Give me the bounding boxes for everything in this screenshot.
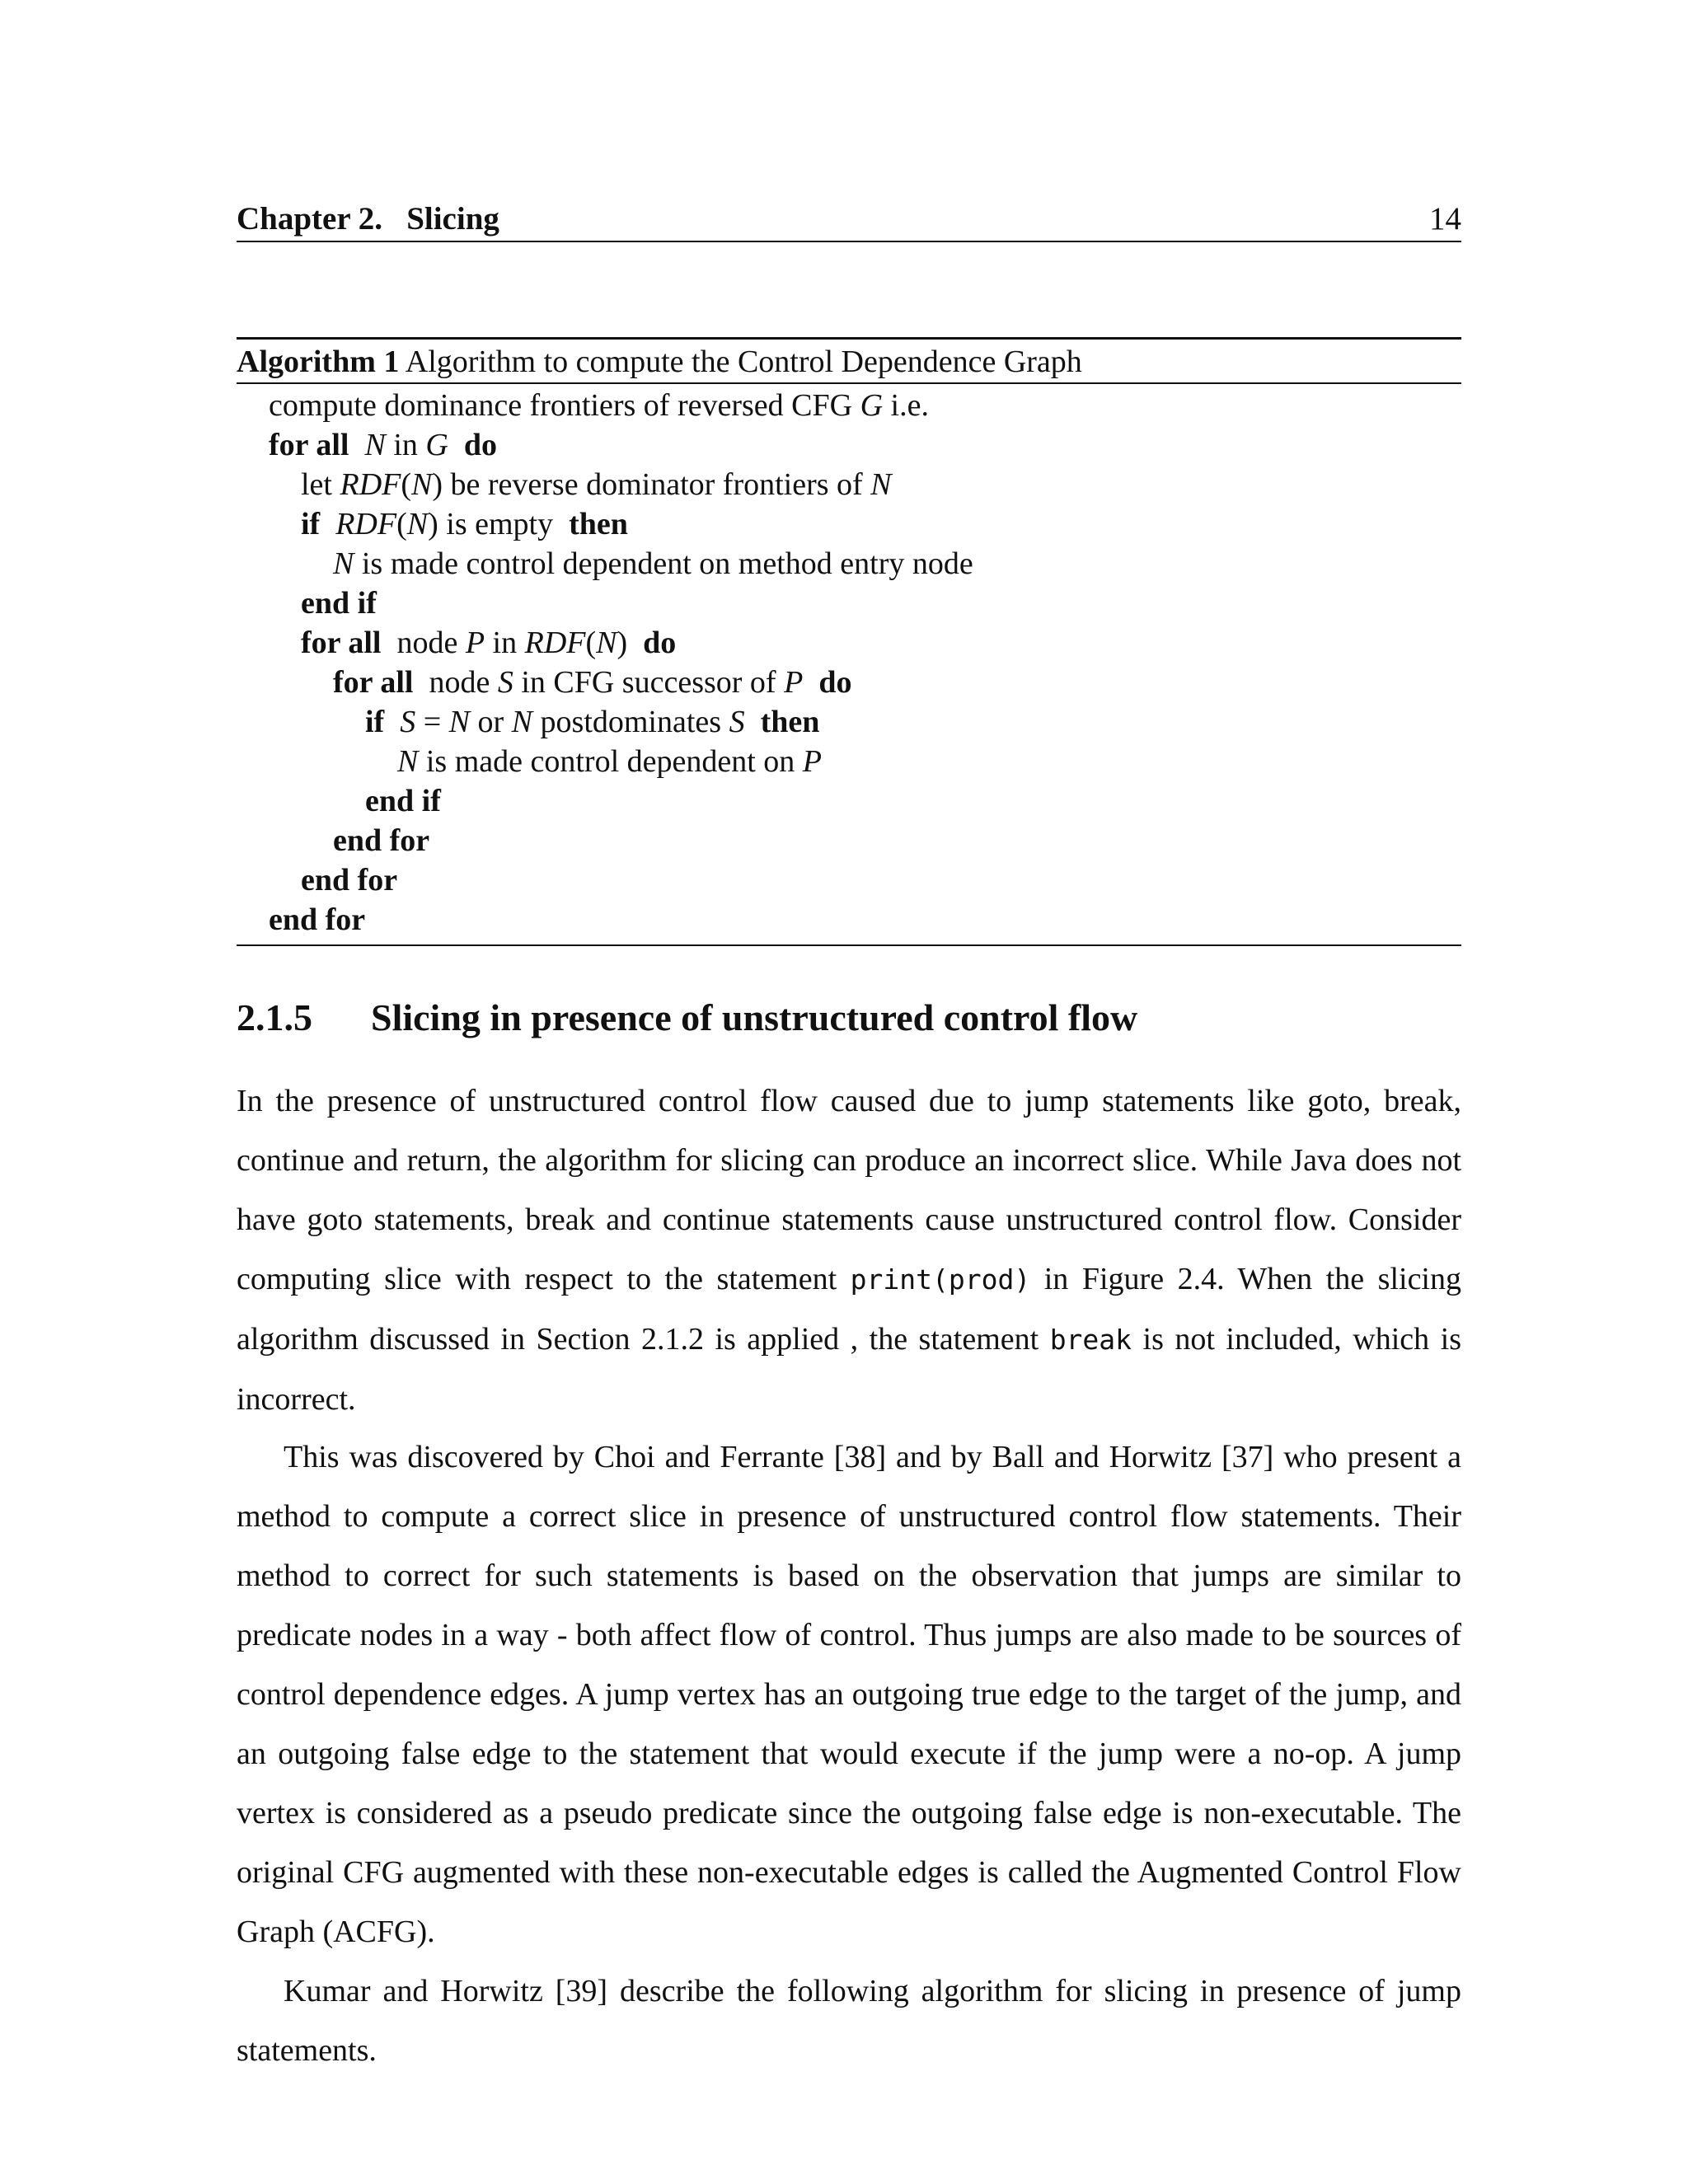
body-paragraph (237, 1071, 1461, 1429)
body-paragraph (237, 1961, 1461, 2080)
paragraph-text: This was discovered by Choi and Ferrante [38] and by Ball and Horwitz [37] who present a method to compute a correct slice in presence of unstructured control flow statements. Their method to correct for such statements is based on the observation that jumps are similar to predicate nodes in a way - both affect flow of control. Thus jumps are also made to be sources of control dependence edges. A jump vertex has an outgoing true edge to the target of the jump, and an outgoing false edge to the statement that would execute if the jump were a no-op. A jump vertex is considered as a pseudo predicate since the outgoing false edge is non-executable. The original CFG augmented with these non-executable edges is called the Augmented Control Flow Graph (ACFG). (237, 1440, 1461, 1949)
algorithm-math: N (397, 744, 419, 779)
algorithm-line (237, 663, 1461, 702)
algorithm-text: in (485, 626, 525, 660)
algorithm-text: ( (401, 467, 412, 502)
algorithm-text: ( (396, 507, 407, 541)
algorithm-caption-text: Algorithm to compute the Control Dependence Graph (405, 344, 1082, 379)
algorithm-text: ) be reverse dominator frontiers of (432, 467, 871, 502)
algorithm-text: in CFG successor of (513, 665, 785, 700)
algorithm-math: N (364, 428, 386, 462)
page-number: 14 (1429, 201, 1461, 237)
algorithm-line (237, 544, 1461, 583)
section-heading (237, 993, 1137, 1043)
algorithm-math: G (425, 428, 448, 462)
algorithm-math: S (497, 665, 513, 700)
chapter-title: Chapter 2. Slicing (237, 201, 499, 237)
inline-code: print(prod) (850, 1263, 1031, 1296)
algorithm-keyword: do (643, 626, 677, 660)
algorithm-text: node (413, 665, 498, 700)
algorithm-line (237, 821, 1461, 860)
algorithm-keyword: do (818, 665, 852, 700)
algorithm-text: is made control dependent on method entry node (354, 546, 973, 581)
algorithm-math: RDF (335, 507, 397, 541)
algorithm-line (237, 623, 1461, 663)
algorithm-math: P (465, 626, 485, 660)
algorithm-label: Algorithm 1 (237, 344, 400, 379)
section-title: Slicing in presence of unstructured control flow (371, 996, 1138, 1038)
algorithm-keyword: do (463, 428, 497, 462)
algorithm-text (803, 665, 818, 700)
algorithm-keyword: if (301, 507, 321, 541)
algorithm-math: P (802, 744, 823, 779)
algorithm-line (237, 504, 1461, 544)
algorithm-text: ) is empty (428, 507, 570, 541)
algorithm-keyword: end for (333, 823, 430, 858)
algorithm-line (237, 860, 1461, 900)
section-number: 2.1.5 (237, 996, 312, 1038)
algorithm-keyword: for all (333, 665, 414, 700)
algorithm-math: N (411, 467, 433, 502)
algorithm-text: = (415, 705, 449, 739)
algorithm-text: ( (585, 626, 597, 660)
paragraph-text: in Figure 2.4. When the slicing algorithm discussed in Section 2.1.2 is applied , the statement (237, 1262, 1461, 1357)
algorithm-math: N (448, 705, 471, 739)
algorithm-text: compute dominance frontiers of reversed CFG (269, 388, 860, 423)
inline-code: break (1049, 1324, 1132, 1356)
algorithm-line (237, 742, 1461, 781)
algorithm-math: N (333, 546, 354, 581)
algorithm-text (320, 507, 335, 541)
algorithm-math: RDF (524, 626, 586, 660)
algorithm-math: N (511, 705, 533, 739)
algorithm-keyword: if (365, 705, 385, 739)
algorithm-line (237, 900, 1461, 940)
algorithm-keyword: then (760, 705, 820, 739)
algorithm-line (237, 465, 1461, 504)
body-paragraph (237, 1427, 1461, 1961)
algorithm-text (349, 428, 364, 462)
running-header (237, 198, 1461, 242)
algorithm-math: N (596, 626, 617, 660)
algorithm-math: N (406, 507, 429, 541)
algorithm-text: postdominates (532, 705, 729, 739)
algorithm-keyword: end for (301, 863, 398, 898)
algorithm-line (237, 425, 1461, 465)
algorithm-caption (237, 340, 1461, 384)
algorithm-math: N (870, 467, 892, 502)
algorithm-math: S (400, 705, 416, 739)
algorithm-line (237, 386, 1461, 425)
algorithm-keyword: end for (269, 902, 366, 937)
algorithm-keyword: end if (301, 586, 377, 621)
paragraph-text: In the presence of unstructured control flow caused due to jump statements like goto, break, continue and return, the algorithm for slicing can produce an incorrect slice. While Java does not have goto statements, break and continue statements cause unstructured control flow. Consider computing slice with respect to the statement (237, 1084, 1461, 1296)
algorithm-line (237, 702, 1461, 742)
algorithm-line (237, 583, 1461, 623)
algorithm-math: RDF (340, 467, 401, 502)
algorithm-line (237, 781, 1461, 821)
algorithm-keyword: for all (269, 428, 349, 462)
paragraph-text: is not included, which is incorrect. (237, 1322, 1461, 1417)
algorithm-text: ) (617, 626, 644, 660)
algorithm-text: is made control dependent on (418, 744, 803, 779)
algorithm-text: i.e. (883, 388, 929, 423)
paragraph-text: Kumar and Horwitz [39] describe the following algorithm for slicing in presence of jump statements. (237, 1974, 1461, 2068)
algorithm-math: P (784, 665, 804, 700)
algorithm-text (745, 705, 761, 739)
algorithm-keyword: then (569, 507, 628, 541)
algorithm-math: S (729, 705, 745, 739)
algorithm-keyword: for all (301, 626, 382, 660)
algorithm-text: let (301, 467, 340, 502)
algorithm-box (237, 337, 1461, 946)
algorithm-text: or (470, 705, 512, 739)
algorithm-math: G (860, 388, 884, 423)
algorithm-text (448, 428, 464, 462)
algorithm-body (237, 384, 1461, 946)
algorithm-text (384, 705, 400, 739)
algorithm-text: in (385, 428, 426, 462)
algorithm-text: node (381, 626, 466, 660)
algorithm-keyword: end if (365, 784, 441, 818)
